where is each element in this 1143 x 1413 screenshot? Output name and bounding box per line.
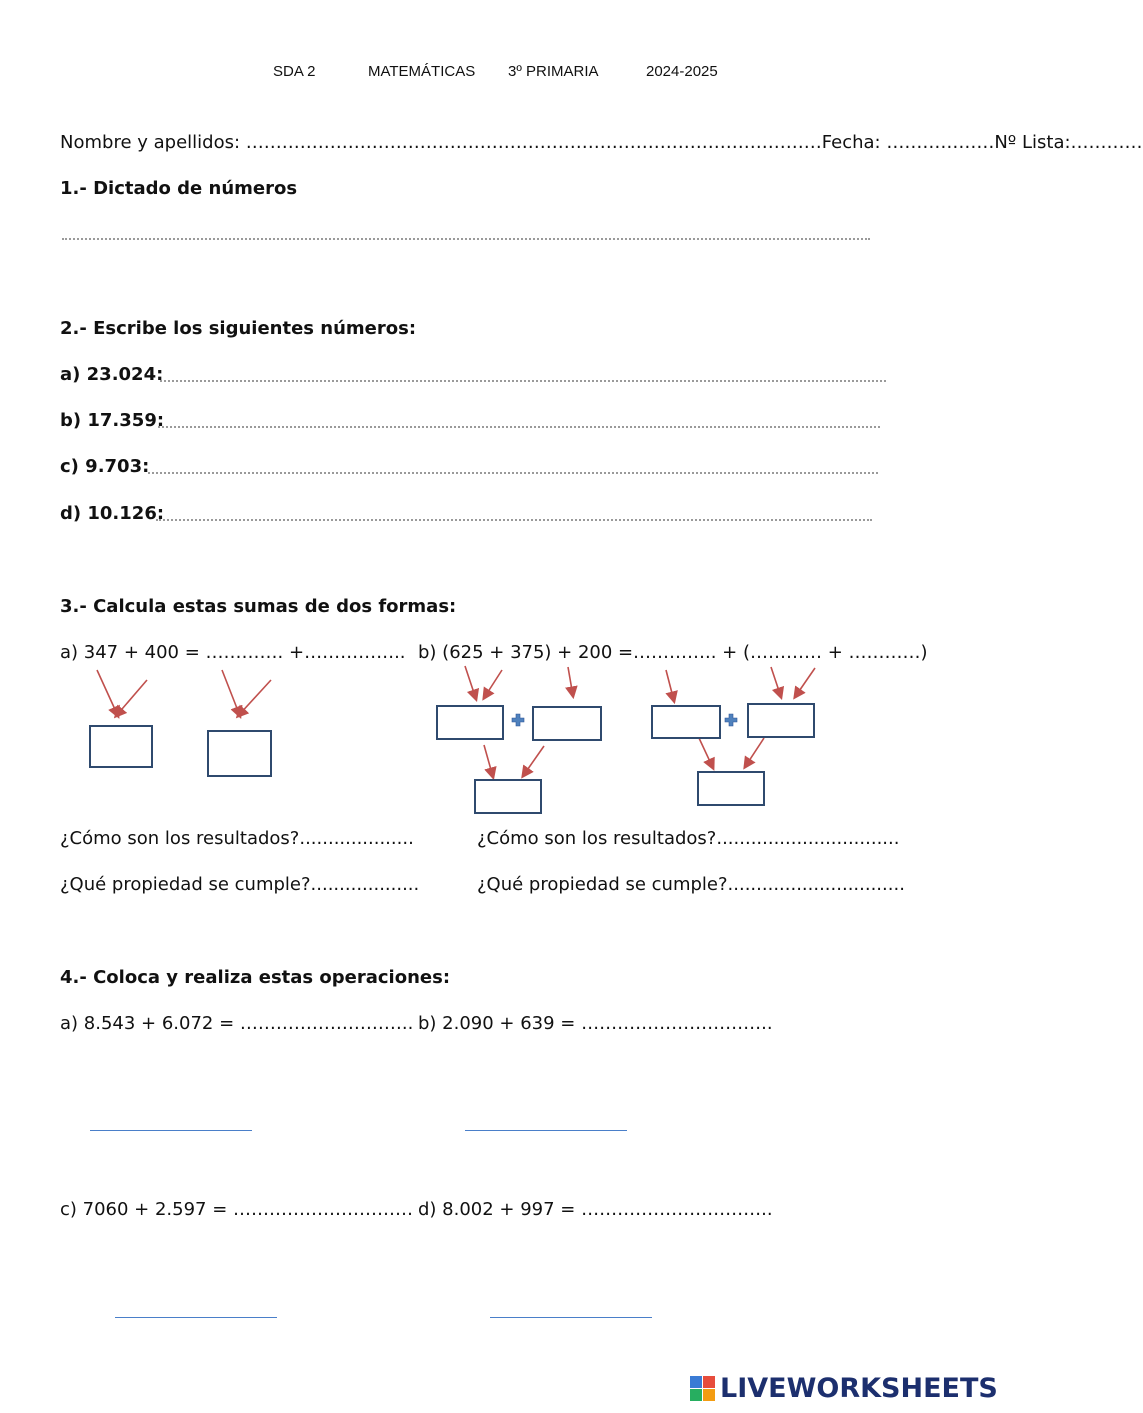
question-4b-sum-line: [465, 1130, 627, 1131]
question-2a-label: a) 23.024:: [60, 364, 164, 385]
question-3-title: 3.- Calcula estas sumas de dos formas:: [60, 596, 457, 617]
question-3b-expression-2: ………….. + (………… + …………): [633, 642, 928, 663]
question-3b-property[interactable]: ¿Qué propiedad se cumple?...............................: [477, 874, 905, 895]
header-grade: 3º PRIMARIA: [508, 63, 599, 80]
header-year: 2024-2025: [646, 63, 718, 80]
question-4b[interactable]: b) 2.090 + 639 = …………………………..: [418, 1013, 773, 1034]
question-4d-sum-line: [490, 1317, 652, 1318]
question-3b-results[interactable]: ¿Cómo son los resultados?................................: [477, 828, 900, 849]
question-2c-label: c) 9.703:: [60, 456, 150, 477]
answer-box-3b-right-1[interactable]: [651, 705, 721, 739]
question-4c-sum-line: [115, 1317, 277, 1318]
answer-box-3b-left-1[interactable]: [436, 705, 504, 740]
answer-box-3b-right-2[interactable]: [747, 703, 815, 738]
header-subject: MATEMÁTICAS: [368, 63, 476, 80]
question-2-title: 2.- Escribe los siguientes números:: [60, 318, 417, 339]
question-1-title: 1.- Dictado de números: [60, 178, 298, 199]
answer-box-3b-right-result[interactable]: [697, 771, 765, 806]
answer-box-3a-1[interactable]: [89, 725, 153, 768]
question-3b-expression: b) (625 + 375) + 200 =: [418, 642, 634, 663]
liveworksheets-logo-icon: [690, 1372, 716, 1406]
question-4c[interactable]: c) 7060 + 2.597 = …………………………: [60, 1199, 414, 1220]
question-4a-sum-line: [90, 1130, 252, 1131]
question-4a[interactable]: a) 8.543 + 6.072 = ………………………..: [60, 1013, 414, 1034]
question-2b-label: b) 17.359:: [60, 410, 165, 431]
liveworksheets-brand: LIVEWORKSHEETS: [720, 1373, 998, 1404]
header-sda: SDA 2: [273, 63, 316, 80]
question-3a-property[interactable]: ¿Qué propiedad se cumple?...................: [60, 874, 420, 895]
student-info-line[interactable]: Nombre y apellidos: ……………………………………………………………………………………Fecha: ………………Nº Lista:…………: [60, 132, 1143, 153]
question-4-title: 4.- Coloca y realiza estas operaciones:: [60, 967, 451, 988]
answer-box-3b-left-2[interactable]: [532, 706, 602, 741]
question-3a-expression: a) 347 + 400 = …………. +……………..: [60, 642, 406, 663]
question-2d-label: d) 10.126:: [60, 503, 165, 524]
answer-box-3b-left-result[interactable]: [474, 779, 542, 814]
question-3a-results[interactable]: ¿Cómo son los resultados?....................: [60, 828, 414, 849]
answer-box-3a-2[interactable]: [207, 730, 272, 777]
question-4d[interactable]: d) 8.002 + 997 = …………………………..: [418, 1199, 773, 1220]
